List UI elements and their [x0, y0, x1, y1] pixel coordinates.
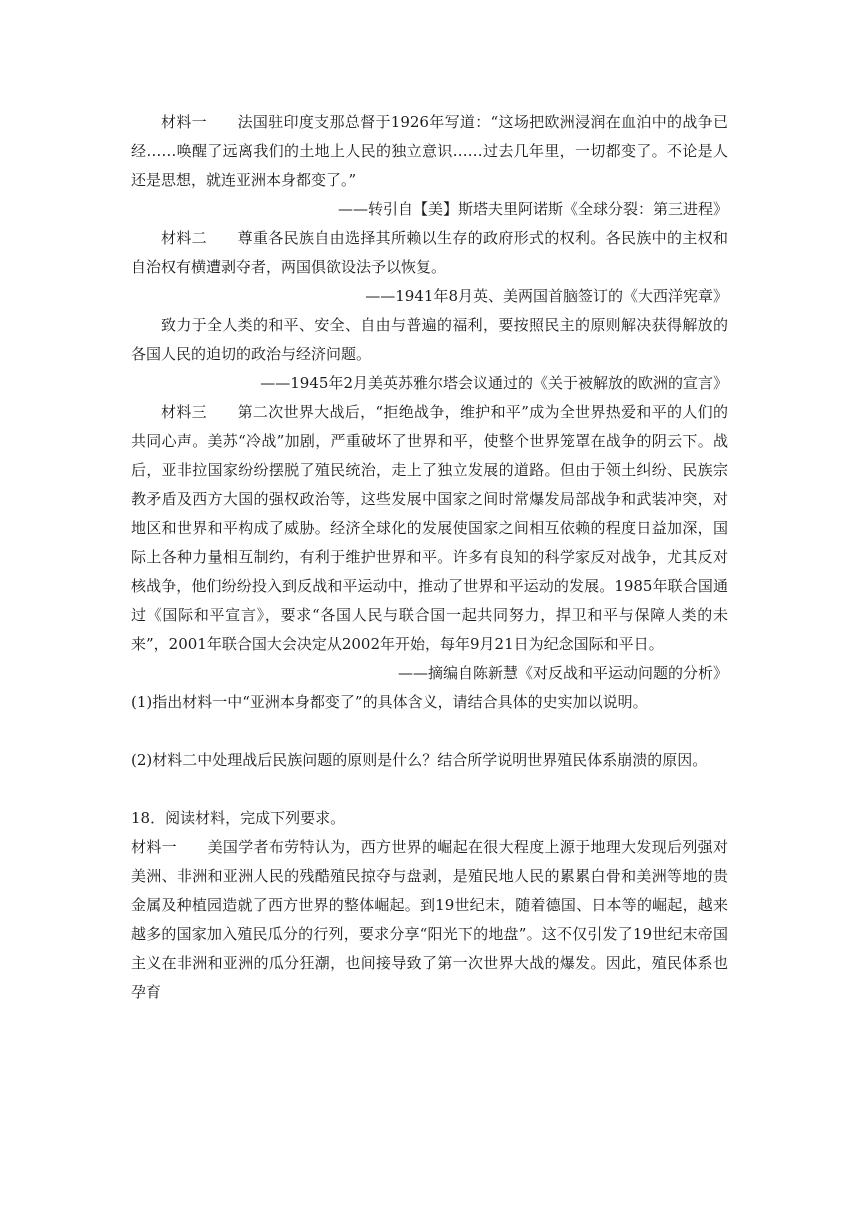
answer-space-2	[131, 775, 728, 804]
material-2-source: ——1941年8月英、美两国首脑签订的《大西洋宪章》	[365, 287, 728, 305]
material-2-text: 材料二 尊重各民族自由选择其所赖以生存的政府形式的权利。各民族中的主权和自治权有横遭剥夺者，两国俱欲设法予以恢复。	[131, 229, 728, 276]
question-18-title: 18．阅读材料，完成下列要求。	[131, 809, 346, 827]
material-3-text: 材料三 第二次世界大战后，“拒绝战争，维护和平”成为全世界热爱和平的人们的共同心声。美苏“冷战”加剧，严重破坏了世界和平，使整个世界笼罩在战争的阴云下。战后，亚非拉国家纷纷摆脱了殖民统治，走上了独立发展的道路。但由于领土纠纷、民族宗教矛盾及西方大国的强权政治等，这些发展中国家之间时常爆发局部战争和武装冲突，对地区和世界和平构成了威胁。经济全球化的发展使国家之间相互依赖的程度日益加深，国际上各种力量相互制约，有利于维护世界和平。许多有良知的科学家反对战争，尤其反对核战争，他们纷纷投入到反战和平运动中，推动了世界和平运动的发展。1985年联合国通过《国际和平宣言》，要求“各国人民与联合国一起共同努力，捍卫和平与保障人类的未来”，2001年联合国大会决定从2002年开始，每年9月21日为纪念国际和平日。	[131, 403, 728, 653]
document-content	[131, 108, 728, 1007]
material-3-source: ——摘编自陈新慧《对反战和平运动问题的分析》	[397, 664, 728, 682]
material-2-source-2: ——1945年2月美英苏雅尔塔会议通过的《关于被解放的欧洲的宣言》	[260, 374, 728, 392]
question-2: (2)材料二中处理战后民族问题的原则是什么？结合所学说明世界殖民体系崩溃的原因。	[131, 751, 708, 769]
material-2-text-2: 致力于全人类的和平、安全、自由与普遍的福利，要按照民主的原则解决获得解放的各国人民的迫切的政治与经济问题。	[131, 316, 728, 363]
question-18-material-1: 材料一 美国学者布劳特认为，西方世界的崛起在很大程度上源于地理大发现后列强对美洲、非洲和亚洲人民的残酷殖民掠夺与盘剥，是殖民地人民的累累白骨和美洲等地的贵金属及种植园造就了西方世界的整体崛起。到19世纪末，随着德国、日本等的崛起，越来越多的国家加入殖民瓜分的行列，要求分享“阳光下的地盘”。这不仅引发了19世纪末帝国主义在非洲和亚洲的瓜分狂潮，也间接导致了第一次世界大战的爆发。因此，殖民体系也孕育	[131, 838, 728, 1001]
question-1: (1)指出材料一中“亚洲本身都变了”的具体含义，请结合具体的史实加以说明。	[131, 693, 648, 711]
material-1-source: ——转引自【美】斯塔夫里阿诺斯《全球分裂：第三进程》	[337, 200, 728, 218]
material-1-text: 材料一 法国驻印度支那总督于1926年写道：“这场把欧洲浸润在血泊中的战争已经……唤醒了远离我们的土地上人民的独立意识……过去几年里，一切都变了。不论是人还是思想，就连亚洲本身都变了。”	[131, 113, 728, 189]
answer-space-1	[131, 717, 728, 746]
